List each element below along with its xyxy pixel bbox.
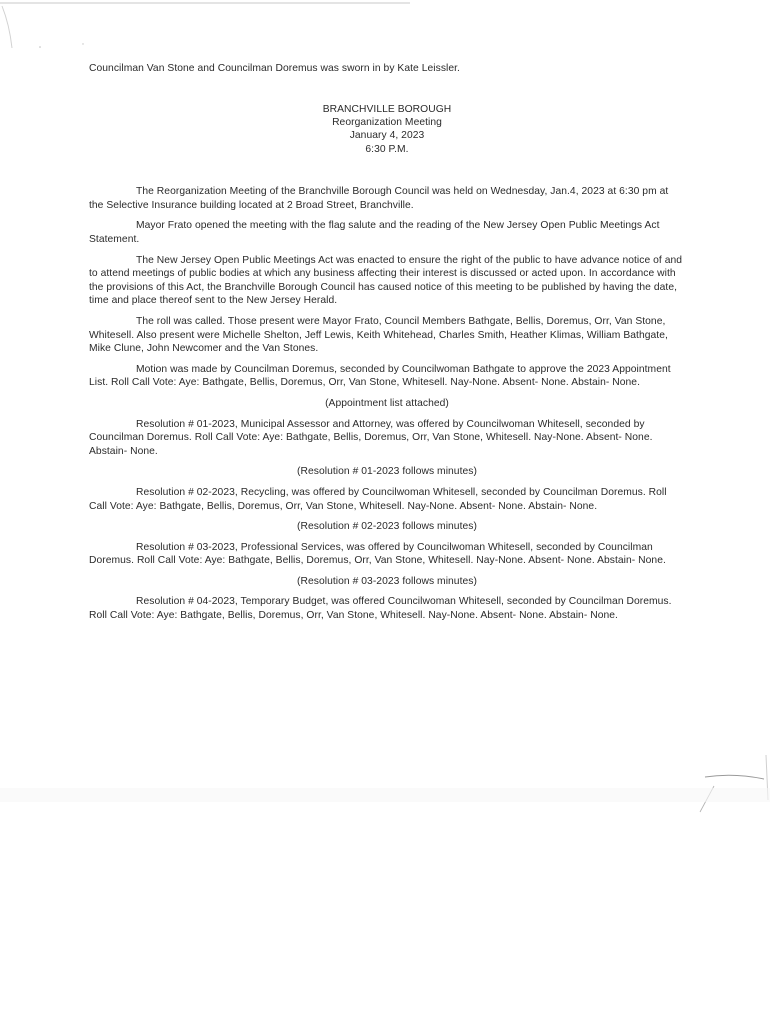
scan-corner-mark-right-tail xyxy=(700,786,714,812)
note-resolution-03: (Resolution # 03-2023 follows minutes) xyxy=(297,575,477,587)
scan-corner-mark-top-left xyxy=(2,6,12,48)
scan-edge-line-right xyxy=(766,755,768,800)
meeting-time: 6:30 P.M. xyxy=(365,143,409,155)
paragraph-open-meetings-act: The New Jersey Open Public Meetings Act was enacted to ensure the right of the public to have advance notice of and to attend meetings of public bodies at which any business affecting their interest is discussed or acted upon. In accordance with the provisions of this Act, the Branchville Borough Council has caused notice of this meeting to be published by having the date, time and place thereof sent to the New Jersey Herald. xyxy=(89,254,683,307)
paragraph-meeting-held: The Reorganization Meeting of the Branchville Borough Council was held on Wednesday, Jan.4, 2023 at 6:30 pm at the Selective Insurance building located at 2 Broad Street, Branchville. xyxy=(89,186,669,211)
scan-speck xyxy=(82,43,83,44)
scan-shadow-band xyxy=(0,788,770,802)
paragraph-resolution-02: Resolution # 02-2023, Recycling, was offered by Councilwoman Whitesell, seconded by Councilman Doremus. Roll Call Vote: Aye: Bathgate, Bellis, Doremus, Orr, Van Stone, Whitesell. Nay-None. Absent- None. Abstain- None. xyxy=(89,486,667,512)
meeting-heading xyxy=(89,103,685,157)
paragraph-flag-salute: Mayor Frato opened the meeting with the flag salute and the reading of the New Jersey Open Public Meetings Act Statement. xyxy=(89,220,660,245)
paragraph-resolution-01: Resolution # 01-2023, Municipal Assessor and Attorney, was offered by Councilwoman Whitesell, seconded by Councilman Doremus. Roll Call Vote: Aye: Bathgate, Bellis, Doremus, Orr, Van Stone, Whitesell. Nay-None. Absent- None. Abstain- None. xyxy=(89,418,653,457)
paragraph-appointment-motion: Motion was made by Councilman Doremus, seconded by Councilwoman Bathgate to approve the 2023 Appointment List. Roll Call Vote: Aye: Bathgate, Bellis, Doremus, Orr, Van Stone, Whitesell. Nay-None. Absent- None. Abstain- None. xyxy=(89,363,671,389)
note-appointment-list: (Appointment list attached) xyxy=(325,397,449,409)
swearing-in-statement: Councilman Van Stone and Councilman Doremus was sworn in by Kate Leissler. xyxy=(89,63,460,74)
minutes-body xyxy=(89,62,685,630)
paragraph-resolution-03: Resolution # 03-2023, Professional Services, was offered by Councilwoman Whitesell, seconded by Councilman Doremus. Roll Call Vote: Aye: Bathgate, Bellis, Doremus, Orr, Van Stone, Whitesell. Nay-None. Absent- None. Abstain- None. xyxy=(89,541,666,567)
note-resolution-01: (Resolution # 01-2023 follows minutes) xyxy=(297,466,477,478)
meeting-type: Reorganization Meeting xyxy=(332,117,442,128)
note-resolution-02: (Resolution # 02-2023 follows minutes) xyxy=(297,521,477,533)
paragraph-resolution-04: Resolution # 04-2023, Temporary Budget, was offered Councilwoman Whitesell, seconded by Councilman Doremus. Roll Call Vote: Aye: Bathgate, Bellis, Doremus, Orr, Van Stone, Whitesell. Nay-None. Absent- None. Abstain- None. xyxy=(89,596,672,622)
borough-title: BRANCHVILLE BOROUGH xyxy=(322,103,452,115)
meeting-date: January 4, 2023 xyxy=(349,130,425,142)
scan-corner-mark-right xyxy=(705,775,764,779)
paragraph-roll-call: The roll was called. Those present were Mayor Frato, Council Members Bathgate, Bellis, Doremus, Orr, Van Stone, Whitesell. Also present were Michelle Shelton, Jeff Lewis, Keith Whitehead, Charles Smith, Heather Klimas, William Bathgate, Mike Clune, John Newcomer and the Van Stones. xyxy=(89,315,668,355)
scan-speck xyxy=(39,46,41,48)
